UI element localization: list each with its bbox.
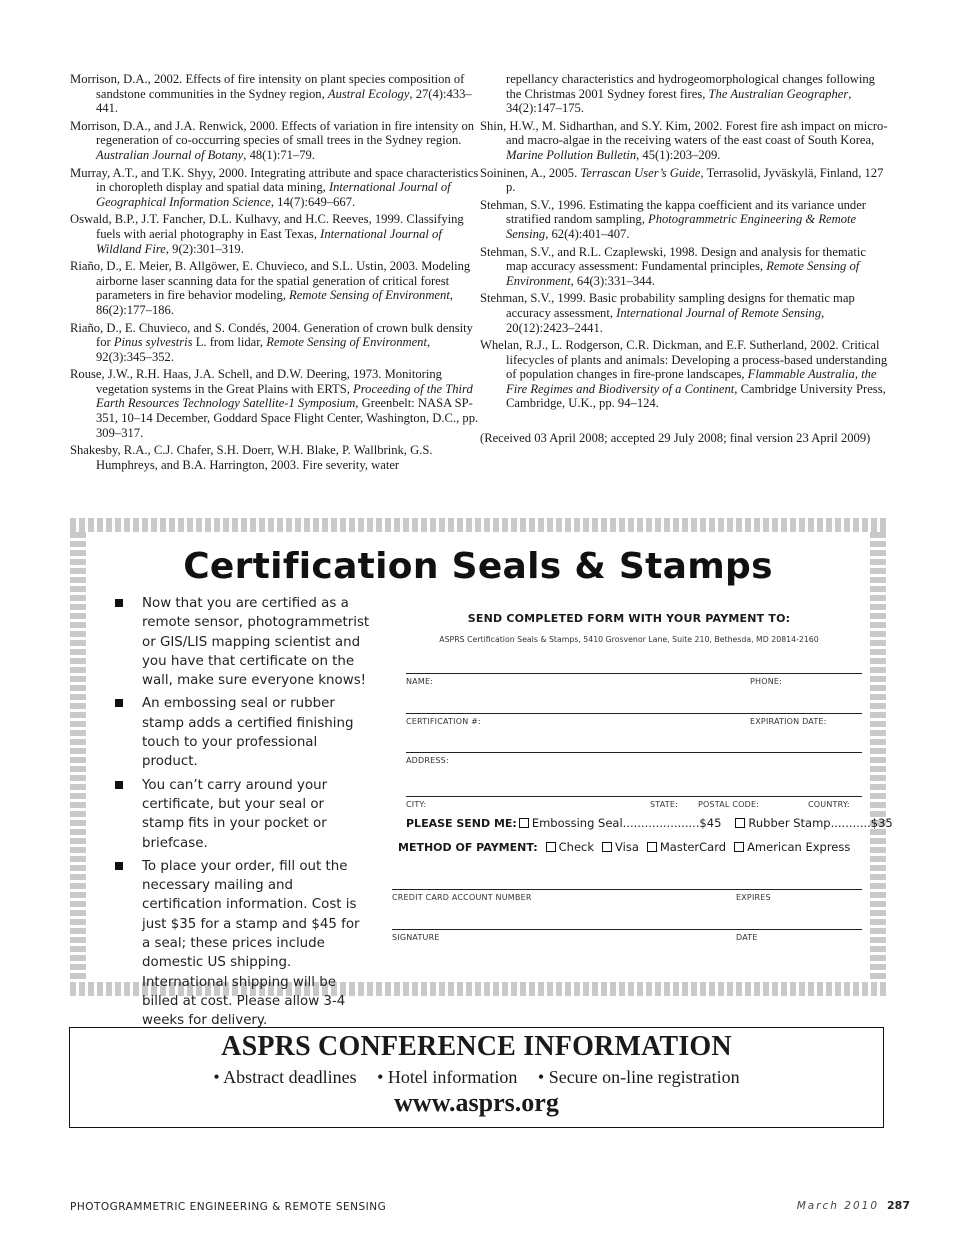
footer-month: March 2010 (796, 1200, 880, 1212)
please-send-row (406, 816, 893, 830)
reference-entry: Riaño, D., E. Chuvieco, and S. Condés, 2004. Generation of crown bulk density for Pinus sylvestris L. from lidar, Remote Sensing of Environment, 92(3):345–352. (70, 320, 473, 364)
reference-entry: Morrison, D.A., and J.A. Renwick, 2000. Effects of variation in fire intensity on regeneration of co-occurring species of small trees in the Sydney region. Australian Journal of Botany, 48(1):71–79. (70, 118, 475, 162)
payment-option-check: Check (558, 840, 595, 854)
state-label: STATE: (650, 800, 679, 809)
amex-checkbox[interactable] (734, 842, 744, 852)
footer-journal-name: PHOTOGRAMMETRIC ENGINEERING & REMOTE SENSING (70, 1201, 387, 1213)
footer-issue (797, 1199, 910, 1212)
references-section (70, 72, 890, 475)
cert-bullet: An embossing seal or rubber stamp adds a certified finishing touch to your professional product. (100, 694, 370, 771)
page-number: 287 (887, 1199, 910, 1212)
city-label: CITY: (406, 800, 427, 809)
dashed-border-right (870, 532, 886, 982)
name-label: NAME: (406, 677, 434, 686)
reference-entry: Whelan, R.J., L. Rodgerson, C.R. Dickman, and E.F. Sutherland, 2002. Critical lifecycles of plants and animals: Developing a process-based understanding of population changes in fire-prone landscapes, Flammable Australia, the Fire Regimes and Biodiversity of a Continent, Cambridge University Press, Cambridge, U.K., pp. 94–124. (480, 338, 888, 411)
cert-bullet: Now that you are certified as a remote sensor, photogrammetrist or GIS/LIS mapping scientist and you have that certificate on the wall, make sure everyone knows! (100, 594, 370, 690)
card-number-label: CREDIT CARD ACCOUNT NUMBER (392, 893, 532, 902)
reference-entry: Stehman, S.V., 1999. Basic probability sampling designs for thematic map accuracy assessment, International Journal of Remote Sensing, 20(12):2423–2441. (480, 291, 855, 335)
reference-entry: Shakesby, R.A., C.J. Chafer, S.H. Doerr, W.H. Blake, P. Wallbrink, G.S. Humphreys, and B.A. Harrington, 2003. Fire severity, water (70, 443, 433, 472)
address-field-line[interactable] (406, 752, 862, 753)
address-label: ADDRESS: (406, 756, 449, 765)
reference-entry: Riaño, D., E. Meier, B. Allgöwer, E. Chuvieco, and S.L. Ustin, 2003. Modeling airborne laser scanning data for the spatial generation of critical forest parameters in fire behavior modeling, Remote Sensing of Environment, 86(2):177–186. (70, 259, 471, 317)
please-send-label: PLEASE SEND ME: (406, 817, 517, 830)
check-checkbox[interactable] (546, 842, 556, 852)
payment-method-label: METHOD OF PAYMENT: (398, 841, 538, 854)
certification-ad-body (86, 532, 893, 1029)
order-form (388, 532, 893, 982)
card-number-line[interactable] (392, 889, 862, 890)
reference-entry: Rouse, J.W., R.H. Haas, J.A. Schell, and D.W. Deering, 1973. Monitoring vegetation systems in the Great Plains with ERTS, Proceeding of the Third Earth Resources Technology Satellite-1 Symposium, Greenbelt: NASA SP-351, 10–14 December, Goddard Space Flight Center, Washington, D.C., pp. 309–317. (70, 367, 479, 440)
payment-method-row (398, 840, 850, 854)
reference-entry: Oswald, B.P., J.T. Fancher, D.L. Kulhavy, and H.C. Reeves, 1999. Classifying fuels with aerial photography in East Texas, International Journal of Wildland Fire, 9(2):301–319. (70, 212, 464, 256)
cert-title: Certification Seals & Stamps (183, 546, 773, 587)
phone-label: PHONE: (750, 677, 783, 686)
date-label: DATE (736, 933, 758, 942)
mastercard-checkbox[interactable] (647, 842, 657, 852)
payment-option-mastercard: MasterCard (659, 840, 727, 854)
dashed-border-left (70, 532, 86, 982)
conference-title: ASPRS CONFERENCE INFORMATION (221, 1031, 732, 1062)
conference-item: • Secure on-line registration (537, 1067, 740, 1087)
reference-entry: Stehman, S.V., 1996. Estimating the kappa coefficient and its variance under stratified random sampling, Photogrammetric Engineering & Remote Sensing, 62(4):401–407. (480, 197, 866, 241)
stamp-option: Rubber Stamp...........$35 (748, 816, 893, 830)
name-field-line[interactable] (406, 673, 862, 674)
stamp-checkbox[interactable] (735, 818, 745, 828)
references-left-column (70, 72, 480, 475)
conference-info-box (69, 1027, 884, 1128)
reference-entry: Soininen, A., 2005. Terrascan User’s Guide, Terrasolid, Jyväskylä, Finland, 127 p. (480, 165, 884, 195)
reference-entry: Morrison, D.A., 2002. Effects of fire intensity on plant species composition of sandstone communities in the Sydney region, Austral Ecology, 27(4):433–441. (70, 72, 472, 116)
certification-field-line[interactable] (406, 713, 862, 714)
conference-item: • Abstract deadlines (213, 1067, 357, 1087)
reference-entry: Shin, H.W., M. Sidharthan, and S.Y. Kim, 2002. Forest fire ash impact on micro- and macro-algae in the receiving waters of the east coast of South Korea, Marine Pollution Bulletin, 45(1):203–209. (480, 118, 888, 162)
conference-items (70, 1067, 883, 1088)
expires-label: EXPIRES (736, 893, 771, 902)
received-dates: (Received 03 April 2008; accepted 29 July 2008; final version 23 April 2009) (480, 431, 871, 446)
reference-entry-continued: repellancy characteristics and hydrogeomorphological changes following the Christmas 2001 Sydney forest fires, The Australian Geographer, 34(2):147–175. (506, 72, 875, 116)
certification-ad (70, 518, 893, 1029)
payment-option-visa: Visa (615, 840, 639, 854)
conference-item: • Hotel information (377, 1067, 518, 1087)
reference-entry: Murray, A.T., and T.K. Shyy, 2000. Integrating attribute and space characteristics in choropleth display and spatial data mining, International Journal of Geographical Information Science, 14(7):649–667. (70, 165, 479, 209)
certification-number-label: CERTIFICATION #: (406, 717, 481, 726)
seal-checkbox[interactable] (519, 818, 529, 828)
visa-checkbox[interactable] (602, 842, 612, 852)
send-heading: SEND COMPLETED FORM WITH YOUR PAYMENT TO: (467, 612, 791, 625)
conference-url-link[interactable]: www.asprs.org (394, 1088, 559, 1117)
payment-option-amex: American Express (747, 840, 851, 854)
postal-code-label: POSTAL CODE: (698, 800, 760, 809)
signature-line[interactable] (392, 929, 862, 930)
seal-option: Embossing Seal.....................$45 (531, 816, 722, 830)
expiration-date-label: EXPIRATION DATE: (750, 717, 827, 726)
country-label: COUNTRY: (808, 800, 850, 809)
cert-bullet: You can’t carry around your certificate, but your seal or stamp fits in your pocket or briefcase. (100, 776, 370, 853)
reference-entry: Stehman, S.V., and R.L. Czaplewski, 1998. Design and analysis for thematic map accuracy assessment: Fundamental principles, Remote Sensing of Environment, 64(3):331–344. (480, 244, 866, 288)
city-field-line[interactable] (406, 796, 862, 797)
references-right-column (480, 72, 890, 475)
signature-label: SIGNATURE (392, 933, 440, 942)
cert-bullet-list (100, 594, 370, 1035)
cert-bullet: To place your order, fill out the necessary mailing and certification information. Cost is just $35 for a stamp and $45 for a seal; these prices include domestic US shipping. International shipping will be billed at cost. Please allow 3-4 weeks for delivery. (100, 857, 370, 1031)
send-address: ASPRS Certification Seals & Stamps, 5410 Grosvenor Lane, Suite 210, Bethesda, MD 20814-2160 (439, 635, 819, 644)
